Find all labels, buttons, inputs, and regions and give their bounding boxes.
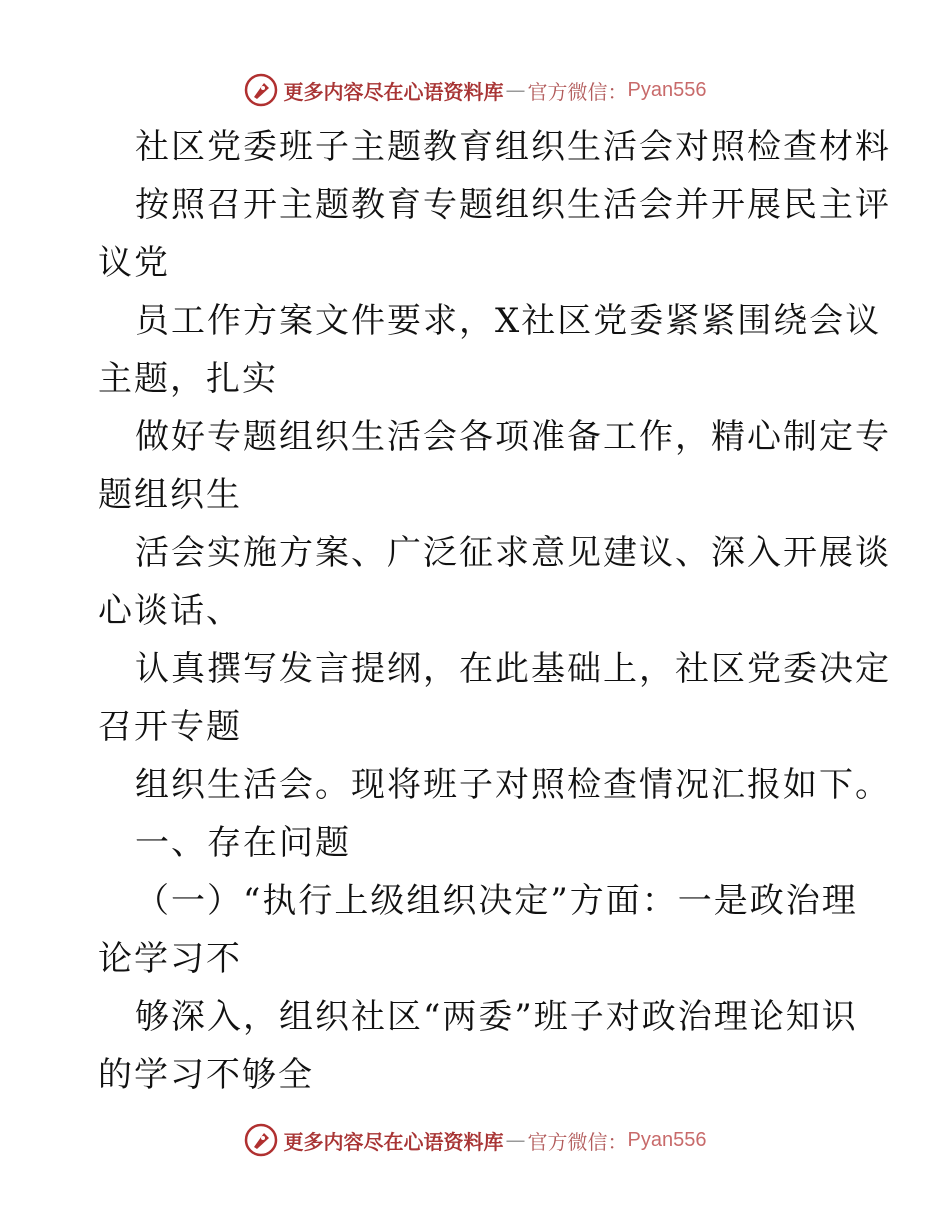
- paragraph-line: 按照召开主题教育专题组织生活会并开展民主评: [135, 185, 891, 225]
- paragraph-line: 的学习不够全: [98, 1055, 314, 1095]
- paragraph-line: 议党: [98, 243, 170, 283]
- paragraph-line: 组织生活会。现将班子对照检查情况汇报如下。: [135, 765, 891, 805]
- paragraph-line: 活会实施方案、广泛征求意见建议、深入开展谈: [135, 533, 891, 573]
- paragraph-line: 召开专题: [98, 707, 242, 747]
- paragraph-line: 够深入，组织社区“两委”班子对政治理论知识: [135, 997, 858, 1037]
- pen-nib-logo-icon: [244, 1123, 278, 1157]
- section-heading: 一、存在问题: [135, 823, 351, 863]
- banner-wechat-label: 官方微信：: [527, 79, 628, 104]
- banner-wechat-id: Pyan556: [627, 1128, 707, 1151]
- paragraph-line: 心谈话、: [98, 591, 242, 631]
- paragraph-line: 认真撰写发言提纲，在此基础上，社区党委决定: [135, 649, 891, 689]
- banner-separator: —: [505, 1128, 526, 1152]
- paragraph-line: 员工作方案文件要求，X社区党委紧紧围绕会议: [135, 301, 882, 341]
- paragraph-line: （一）“执行上级组织决定”方面：一是政治理: [135, 881, 858, 921]
- paragraph-line: 做好专题组织生活会各项准备工作，精心制定专: [135, 417, 891, 457]
- banner-main-text: 更多内容尽在心语资料库: [283, 1129, 504, 1154]
- paragraph-line: 题组织生: [98, 475, 242, 515]
- banner-wechat-id: Pyan556: [627, 78, 707, 101]
- document-title: 社区党委班子主题教育组织生活会对照检查材料: [135, 127, 891, 167]
- banner-wechat-label: 官方微信：: [527, 1129, 628, 1154]
- paragraph-line: 主题，扎实: [98, 359, 278, 399]
- header-banner: [0, 70, 950, 110]
- paragraph-line: 论学习不: [98, 939, 242, 979]
- footer-banner: [0, 1120, 950, 1160]
- document-body: [98, 118, 891, 1104]
- banner-separator: —: [505, 78, 526, 102]
- pen-nib-logo-icon: [244, 73, 278, 107]
- banner-main-text: 更多内容尽在心语资料库: [283, 79, 504, 104]
